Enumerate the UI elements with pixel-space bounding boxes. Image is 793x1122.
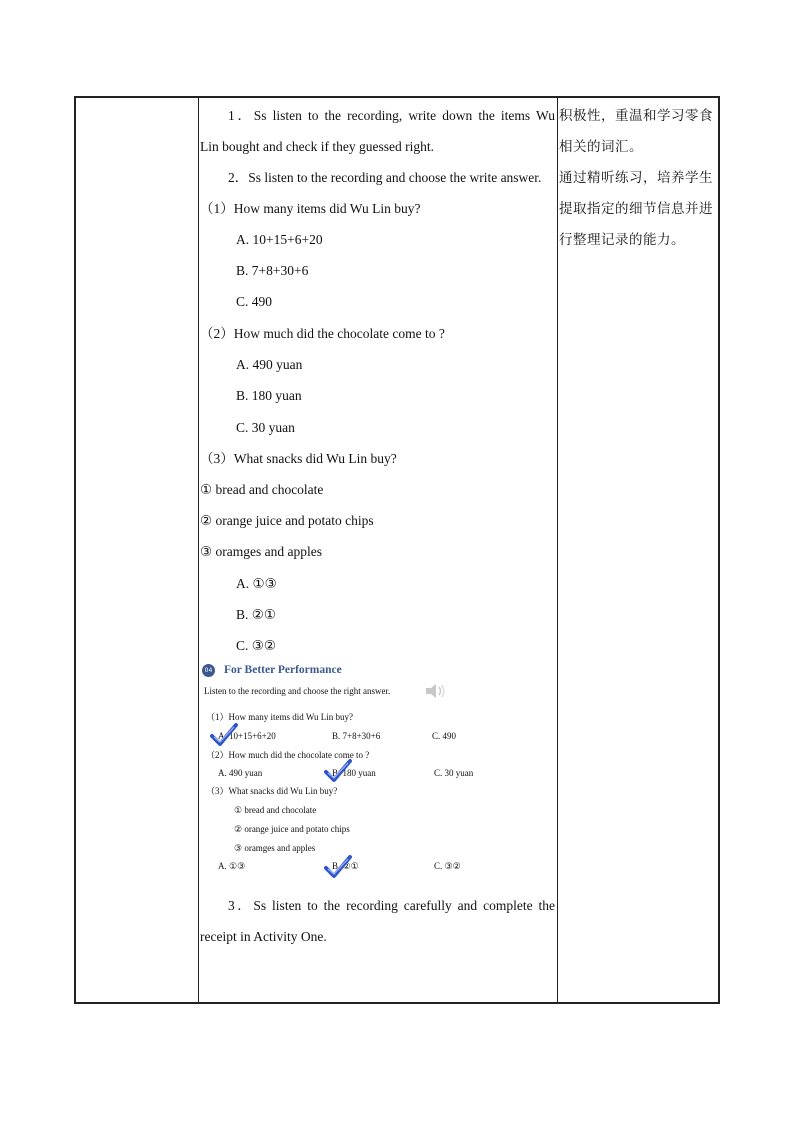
- slide-q1-c: C. 490: [432, 731, 457, 741]
- checkmark-icon: [210, 722, 238, 748]
- slide-q3-c: C. ③②: [434, 861, 461, 871]
- slide-image: [200, 662, 500, 882]
- q3-item-1: ① bread and chocolate: [200, 482, 324, 497]
- slide-q3-b: B. ②①: [332, 861, 359, 871]
- slide-q3-a: A. ①③: [218, 861, 246, 871]
- slide-q1-b: B. 7+8+30+6: [332, 731, 381, 741]
- question-2: （2）How much did the chocolate come to ?: [200, 326, 445, 341]
- q3-option-b: B. ②①: [236, 607, 276, 622]
- purpose-line-4: 提取指定的细节信息并进: [559, 201, 713, 217]
- purpose-line-2: 相关的词汇。: [559, 139, 643, 155]
- q2-option-b: B. 180 yuan: [236, 388, 302, 403]
- purpose-line-3: 通过精听练习，培养学生: [559, 170, 713, 186]
- section-badge: 04: [202, 664, 215, 677]
- slide-q3-item-3: ③ oramges and apples: [234, 843, 316, 853]
- slide-q3: （3）What snacks did Wu Lin buy?: [206, 786, 338, 796]
- q2-option-a: A. 490 yuan: [236, 357, 303, 372]
- purpose-column: [559, 98, 720, 1002]
- slide-q1: （1）How many items did Wu Lin buy?: [206, 712, 353, 722]
- question-3: （3）What snacks did Wu Lin buy?: [200, 451, 397, 466]
- checkmark-icon: [324, 854, 352, 880]
- step3-line2: receipt in Activity One.: [200, 929, 327, 944]
- q3-option-c: C. ③②: [236, 638, 276, 653]
- purpose-line-5: 行整理记录的能力。: [559, 232, 685, 248]
- slide-q2-a: A. 490 yuan: [218, 768, 263, 778]
- q1-option-b: B. 7+8+30+6: [236, 263, 309, 278]
- purpose-line-1: 积极性，重温和学习零食: [559, 108, 713, 124]
- q2-option-c: C. 30 yuan: [236, 420, 295, 435]
- slide-q2-b: B. 180 yuan: [332, 768, 376, 778]
- q1-option-a: A. 10+15+6+20: [236, 232, 323, 247]
- q3-item-3: ③ oramges and apples: [200, 544, 322, 559]
- step3-line1: 3．Ss listen to the recording carefully and complete the: [228, 898, 555, 913]
- slide-q3-item-1: ① bread and chocolate: [234, 805, 317, 815]
- procedure-column: [200, 98, 558, 1002]
- question-1: （1）How many items did Wu Lin buy?: [200, 201, 421, 216]
- slide-title: For Better Performance: [224, 664, 342, 676]
- lesson-table: [74, 96, 720, 1004]
- column-divider: [198, 98, 199, 1002]
- slide-q1-a: A. 10+15+6+20: [218, 731, 276, 741]
- slide-instruction: Listen to the recording and choose the right answer.: [204, 686, 391, 696]
- q3-item-2: ② orange juice and potato chips: [200, 513, 374, 528]
- speaker-icon: [424, 682, 448, 700]
- slide-q2-c: C. 30 yuan: [434, 768, 474, 778]
- q1-option-c: C. 490: [236, 294, 273, 309]
- step2: 2．Ss listen to the recording and choose the write answer.: [228, 170, 542, 185]
- step1-line2: Lin bought and check if they guessed right.: [200, 139, 434, 154]
- checkmark-icon: [324, 758, 352, 784]
- slide-q2: （2）How much did the chocolate come to ?: [206, 750, 370, 760]
- q3-option-a: A. ①③: [236, 576, 277, 591]
- step1-line1: 1．Ss listen to the recording, write down the items Wu: [228, 108, 555, 123]
- slide-q3-item-2: ② orange juice and potato chips: [234, 824, 350, 834]
